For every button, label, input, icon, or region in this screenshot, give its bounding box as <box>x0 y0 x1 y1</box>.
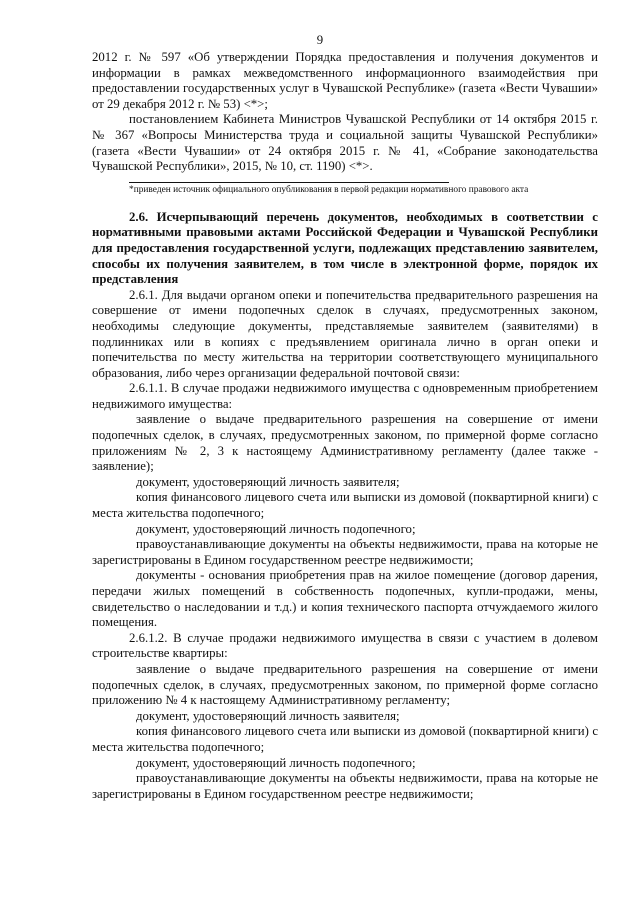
paragraph: документы - основания приобретения прав на жилое помещение (договор дарения, передачи жилых помещений в собственность подопечных, купли-продажи, мены, свидетельство о наследовании и т.д.) и копия технического паспорта отчуждаемого жилого помещения. <box>92 568 598 630</box>
paragraph: копия финансового лицевого счета или выписки из домовой (поквартирной книги) с места жительства подопечного; <box>92 490 598 521</box>
page-body <box>92 50 598 802</box>
paragraph: 2.6.1.1. В случае продажи недвижимого имущества с одновременным приобретением недвижимого имущества: <box>92 381 598 411</box>
paragraph: 2.6.1. Для выдачи органом опеки и попечительства предварительного разрешения на совершение от имени подопечных сделок в случаях, предусмотренных законом, необходимы следующие документы, представляемые заявителем (заявителями) в подлинниках или в копиях с предъявлением оригинала лично в орган опеки и попечительства по месту жительства на территории соответствующего муниципального образования, либо через организации федеральной почтовой связи: <box>92 287 598 380</box>
paragraph: правоустанавливающие документы на объекты недвижимости, права на которые не зарегистрированы в Едином государственном реестре недвижимости; <box>92 771 598 801</box>
footnote: *приведен источник официального опубликования в первой редакции нормативного правового акта <box>129 184 529 195</box>
paragraph: копия финансового лицевого счета или выписки из домовой (поквартирной книги) с места жительства подопечного; <box>92 724 598 754</box>
page-number: 9 <box>316 33 324 47</box>
paragraph: постановлением Кабинета Министров Чувашской Республики от 14 октября 2015 г. № 367 «Вопросы Министерства труда и социальной защиты Чувашской Республики» (газета «Вести Чувашии» от 24 октября 2015 г. № 41, «Собрание законодательства Чувашской Республики», 2015, № 10, ст. 1190) <*>. <box>92 112 598 174</box>
footnote-separator <box>129 182 449 183</box>
paragraph: документ, удостоверяющий личность подопечного; <box>136 755 416 770</box>
paragraph: заявление о выдаче предварительного разрешения на совершение от имени подопечных сделок, в случаях, предусмотренных законом, по примерной форме согласно приложению № 4 к настоящему Административному регламенту; <box>92 661 598 708</box>
paragraph: документ, удостоверяющий личность заявителя; <box>136 708 400 723</box>
paragraph: документ, удостоверяющий личность подопечного; <box>136 521 416 536</box>
paragraph: документ, удостоверяющий личность заявителя; <box>136 474 400 489</box>
paragraph: правоустанавливающие документы на объекты недвижимости, права на которые не зарегистрированы в Едином государственном реестре недвижимости; <box>92 537 598 567</box>
section-heading: 2.6. Исчерпывающий перечень документов, необходимых в соответствии с нормативными правовыми актами Российской Федерации и Чувашской Республики для предоставления государственной услуги, подлежащих представлению заявителем, способы их получения заявителем, в том числе в электронной форме, порядок их представления <box>92 209 598 287</box>
paragraph: заявление о выдаче предварительного разрешения на совершение от имени подопечных сделок, в случаях, предусмотренных законом, по примерной форме согласно приложениям № 2, 3 к настоящему Административному регламенту (далее также - заявление); <box>92 412 598 474</box>
paragraph: 2012 г. № 597 «Об утверждении Порядка предоставления и получения документов и информации в рамках межведомственного информационного взаимодействия при предоставлении государственных услуг в Чувашской Республике» (газета «Вести Чувашии» от 29 декабря 2012 г. № 53) <*>; <box>92 50 598 111</box>
paragraph: 2.6.1.2. В случае продажи недвижимого имущества в связи с участием в долевом строительстве квартиры: <box>92 630 598 661</box>
